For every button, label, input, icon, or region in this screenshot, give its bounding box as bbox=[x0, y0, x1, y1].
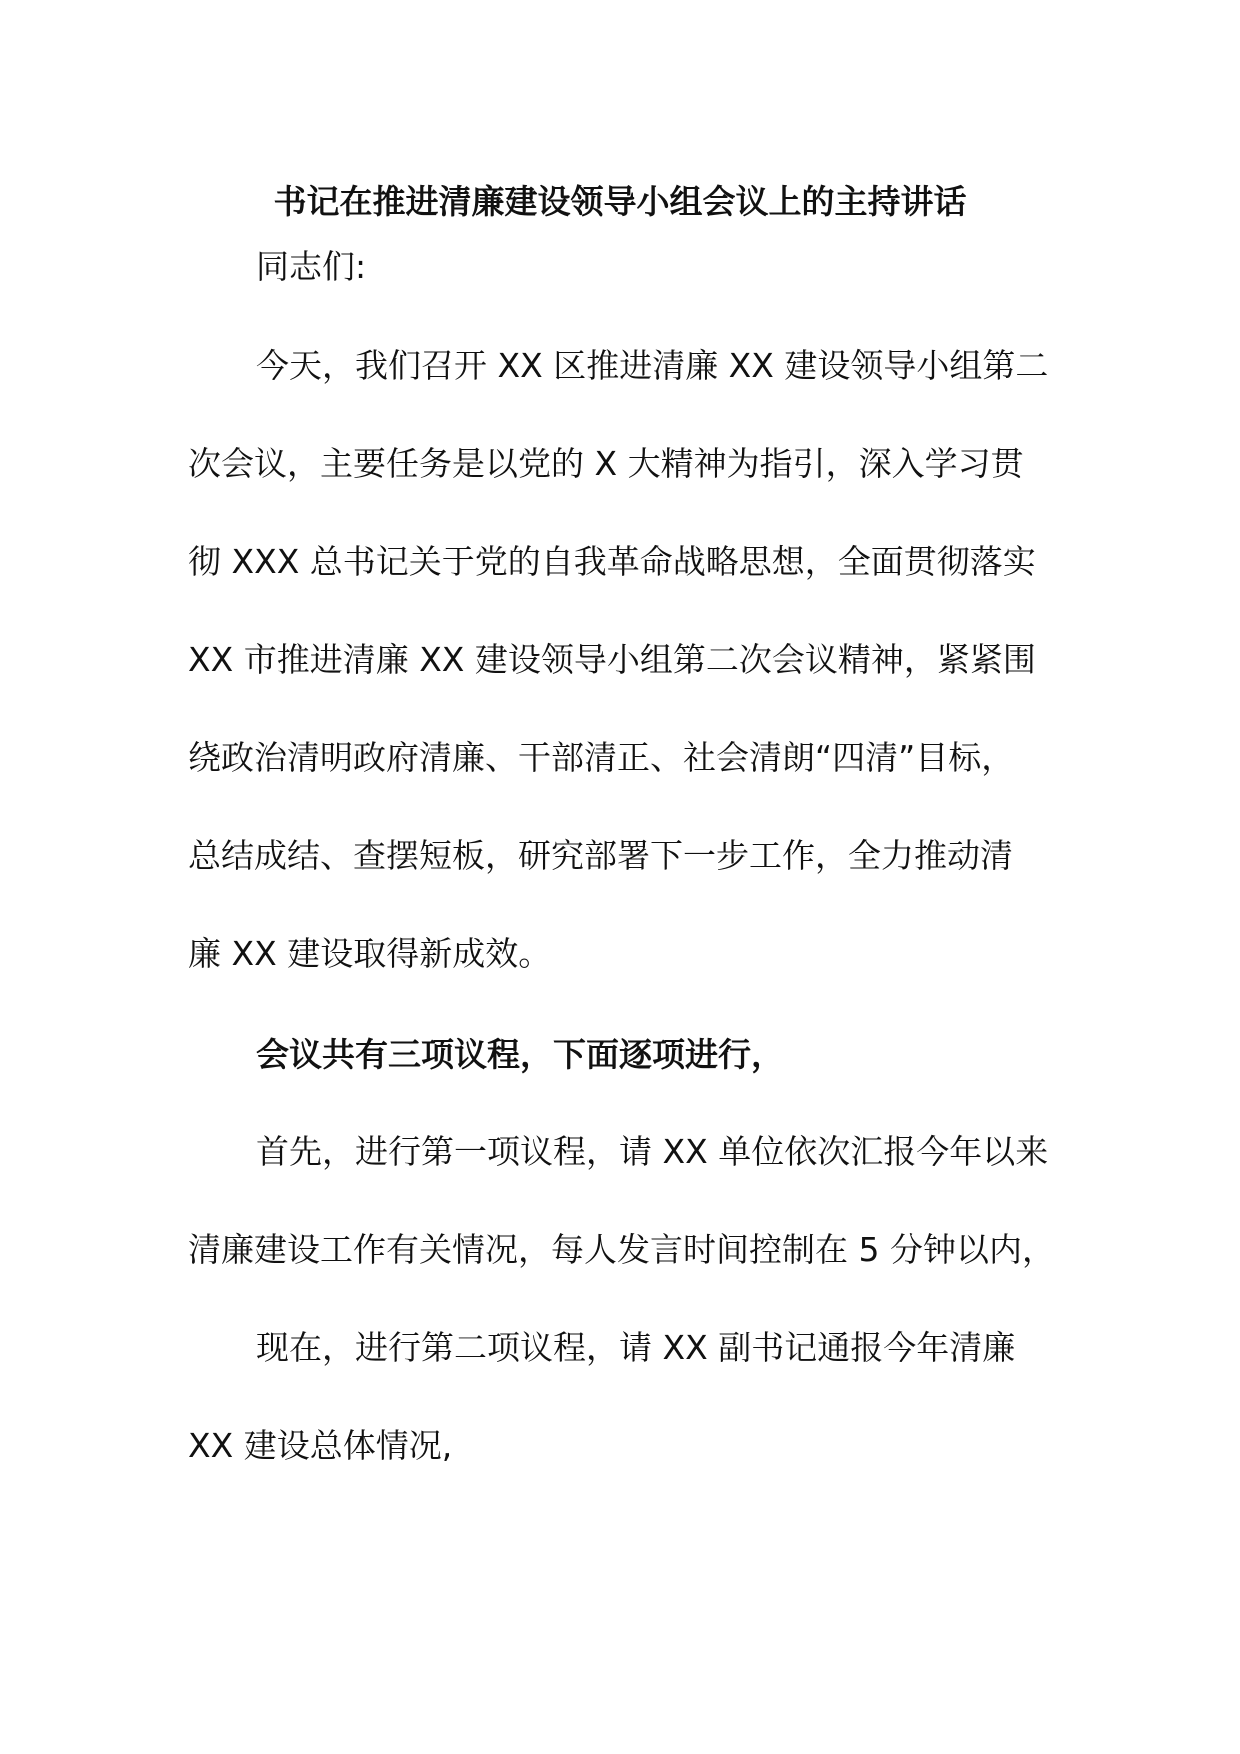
paragraph-1-line-1: 今天，我们召开 XX 区推进清廉 XX 建设领导小组第二 bbox=[256, 346, 1049, 385]
paragraph-1-line-6: 总结成结、查摆短板，研究部署下一步工作，全力推动清 bbox=[188, 836, 1013, 875]
paragraph-1-line-3: 彻 XXX 总书记关于党的自我革命战略思想，全面贯彻落实 bbox=[188, 542, 1036, 581]
paragraph-1-line-5: 绕政治清明政府清廉、干部清正、社会清朗“四清”目标， bbox=[188, 738, 1015, 777]
paragraph-1-line-2: 次会议，主要任务是以党的 X 大精神为指引，深入学习贯 bbox=[188, 444, 1024, 483]
document-title: 书记在推进清廉建设领导小组会议上的主持讲话 bbox=[273, 182, 967, 221]
paragraph-2-line-2: 清廉建设工作有关情况，每人发言时间控制在 5 分钟以内， bbox=[188, 1230, 1055, 1269]
paragraph-3-line-1: 现在，进行第二项议程，请 XX 副书记通报今年清廉 bbox=[256, 1328, 1016, 1367]
paragraph-1-line-7: 廉 XX 建设取得新成效。 bbox=[188, 934, 552, 973]
paragraph-2-line-1: 首先，进行第一项议程，请 XX 单位依次汇报今年以来 bbox=[256, 1132, 1049, 1171]
salutation: 同志们: bbox=[256, 247, 367, 286]
paragraph-3-line-2: XX 建设总体情况, bbox=[188, 1426, 453, 1465]
agenda-intro: 会议共有三项议程，下面逐项进行， bbox=[256, 1035, 784, 1074]
paragraph-1-line-4: XX 市推进清廉 XX 建设领导小组第二次会议精神，紧紧围 bbox=[188, 640, 1036, 679]
